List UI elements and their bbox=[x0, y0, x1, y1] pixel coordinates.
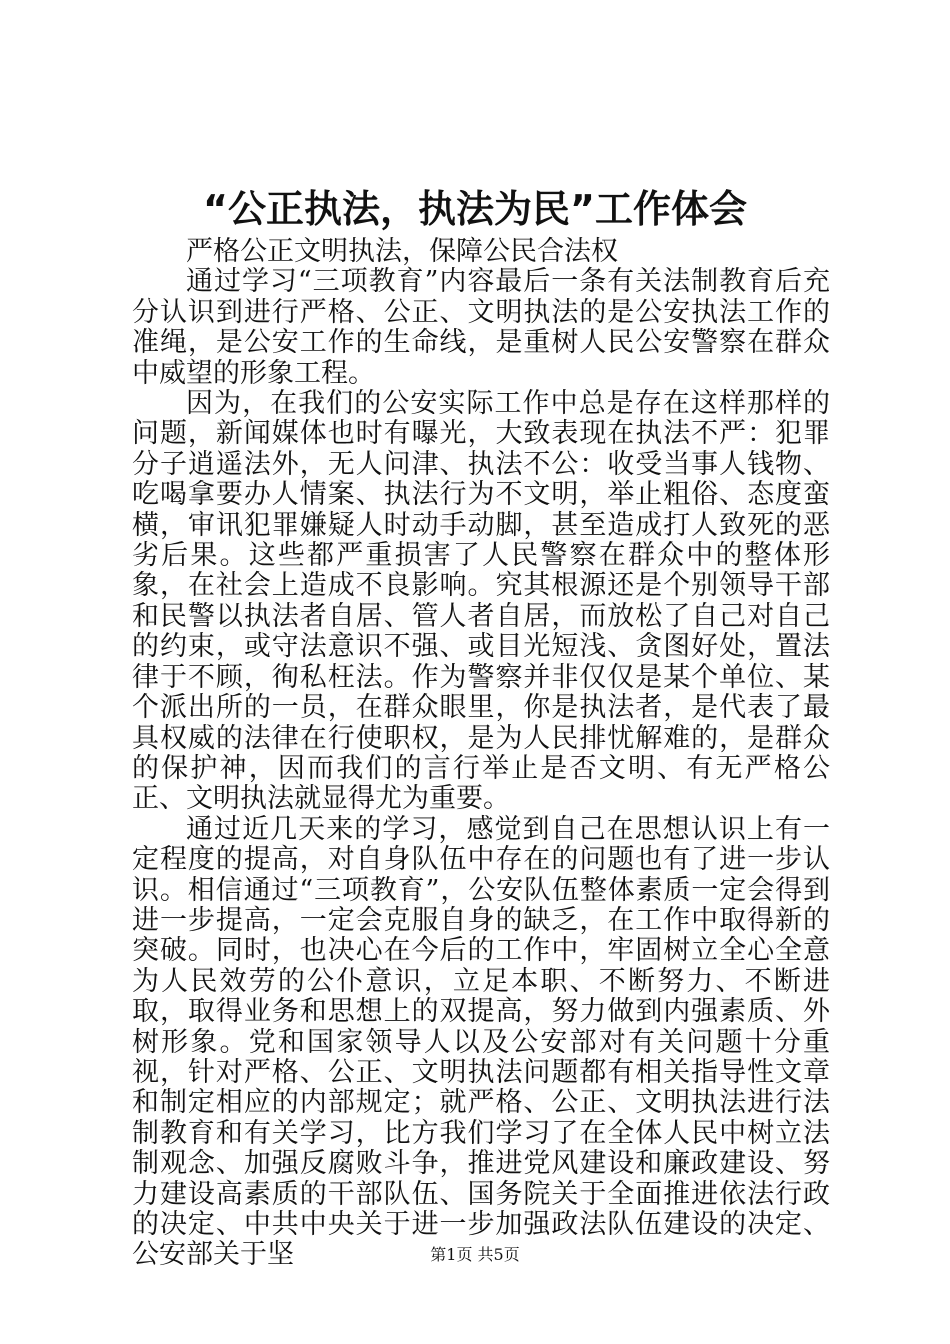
paragraph-subtitle: 严格公正文明执法，保障公民合法权 bbox=[186, 236, 618, 267]
page-footer: 第1页 共5页 bbox=[430, 1245, 520, 1264]
paragraph-3: 通过近几天来的学习，感觉到自己在思想认识上有一定程度的提高，对自身队伍中存在的问题也有了进一步认识。相信通过“三项教育”，公安队伍整体素质一定会得到进一步提高，一定会克服自身的缺乏，在工作中取得新的突破。同时，也决心在今后的工作中，牢固树立全心全意为人民效劳的公仆意识，立足本职、不断努力、不断进取，取得业务和思想上的双提高，努力做到内强素质、外树形象。党和国家领导人以及公安部对有关问题十分重视，针对严格、公正、文明执法问题都有相关指导性文章和制定相应的内部规定；就严格、公正、文明执法进行法制教育和有关学习，比方我们学习了在全体人民中树立法制观念、加强反腐败斗争，推进党风建设和廉政建设、努力建设高素质的干部队伍、国务院关于全面推进依法行政的决定、中共中央关于进一步加强政法队伍建设的决定、公安部关于坚 bbox=[132, 813, 830, 1271]
document-body bbox=[132, 237, 830, 1271]
paragraph-1: 通过学习“三项教育”内容最后一条有关法制教育后充分认识到进行严格、公正、文明执法的是公安执法工作的准绳，是公安工作的生命线，是重树人民公安警察在群众中威望的形象工程。 bbox=[132, 266, 830, 389]
paragraph-2: 因为，在我们的公安实际工作中总是存在这样那样的问题，新闻媒体也时有曝光，大致表现在执法不严：犯罪分子逍遥法外，无人问津、执法不公：收受当事人钱物、吃喝拿要办人情案、执法行为不文明，举止粗俗、态度蛮横，审讯犯罪嫌疑人时动手动脚，甚至造成打人致死的恶劣后果。这些都严重损害了人民警察在群众中的整体形象，在社会上造成不良影响。究其根源还是个别领导干部和民警以执法者自居、管人者自居，而放松了自己对自己的约束，或守法意识不强、或目光短浅、贪图好处，置法律于不顾，徇私枉法。作为警察并非仅仅是某个单位、某个派出所的一员，在群众眼里，你是执法者，是代表了最具权威的法律在行使职权，是为人民排忧解难的，是群众的保护神，因而我们的言行举止是否文明、有无严格公正、文明执法就显得尤为重要。 bbox=[132, 388, 830, 815]
document-title: “公正执法，执法为民”工作体会 bbox=[203, 187, 747, 231]
